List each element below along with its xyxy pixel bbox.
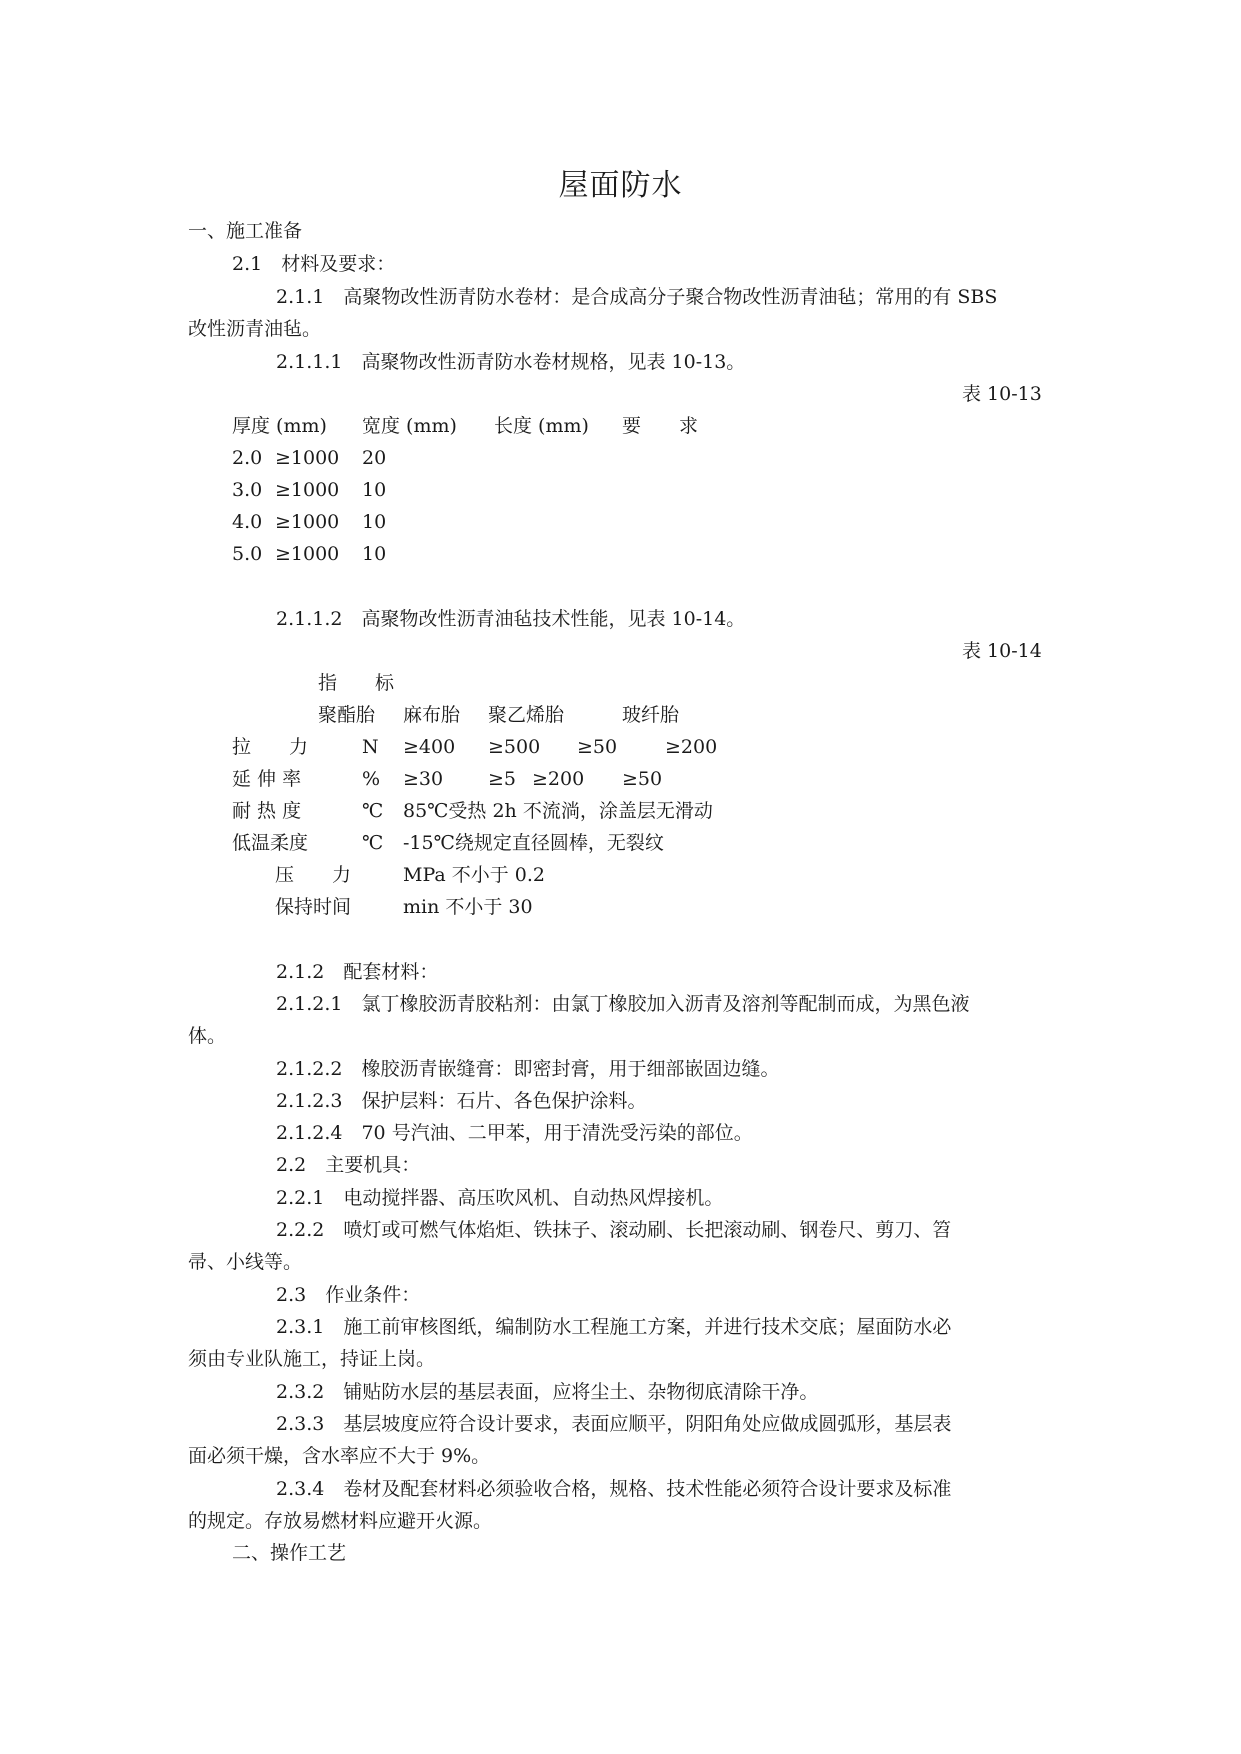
table-row: 保持时间	[275, 896, 352, 918]
table-row: ≥500	[488, 736, 541, 758]
paragraph-2-1-1-line2: 改性沥青油毡。	[188, 318, 322, 340]
paragraph-2-2-1: 2.2.1 电动搅拌器、高压吹风机、自动热风焊接机。	[276, 1187, 724, 1209]
table2-header-glassfiber: 玻纤胎	[622, 704, 680, 726]
section-heading-2: 二、操作工艺	[232, 1542, 347, 1564]
table-row: ≥200	[665, 736, 718, 758]
paragraph-2-1-2-2: 2.1.2.2 橡胶沥青嵌缝膏：即密封膏，用于细部嵌固边缝。	[276, 1058, 780, 1080]
table-row: -15℃绕规定直径圆棒，无裂纹	[403, 832, 664, 854]
table-row: 10	[362, 543, 387, 565]
section-heading-1: 一、施工准备	[188, 220, 303, 242]
paragraph-2-3-4-line1: 2.3.4 卷材及配套材料必须验收合格，规格、技术性能必须符合设计要求及标准	[276, 1478, 952, 1500]
paragraph-2-1-2-3: 2.1.2.3 保护层料：石片、各色保护涂料。	[276, 1090, 647, 1112]
table-row: 4.0	[232, 511, 263, 533]
table-row: 2.0	[232, 447, 263, 469]
paragraph-2-1-2-1-line2: 体。	[188, 1025, 227, 1047]
table-row: ℃	[362, 800, 384, 822]
paragraph-2-3-1-line1: 2.3.1 施工前审核图纸，编制防水工程施工方案，并进行技术交底；屋面防水必	[276, 1316, 952, 1338]
table-row: ≥400	[403, 736, 456, 758]
paragraph-2-3-3-line2: 面必须干燥，含水率应不大于 9%。	[188, 1445, 491, 1467]
subsection-2-3: 2.3 作业条件：	[276, 1284, 421, 1306]
table-row: 延 伸 率	[232, 768, 302, 790]
table1-header-requirement: 要 求	[622, 415, 699, 437]
paragraph-2-1-2-1-line1: 2.1.2.1 氯丁橡胶沥青胶粘剂：由氯丁橡胶加入沥青及溶剂等配制而成，为黑色液	[276, 993, 970, 1015]
paragraph-2-1-2-4: 2.1.2.4 70 号汽油、二甲苯，用于清洗受污染的部位。	[276, 1122, 753, 1144]
table-row: 5.0	[232, 543, 263, 565]
table-row: ≥1000	[275, 543, 340, 565]
table2-header-polyethylene: 聚乙烯胎	[488, 704, 565, 726]
table1-header-length: 长度 (mm)	[494, 415, 589, 437]
table-row: 10	[362, 511, 387, 533]
table-row: ≥200	[532, 768, 585, 790]
page-title: 屋面防水	[558, 168, 683, 203]
table-row: ≥1000	[275, 479, 340, 501]
table2-header-index: 指 标	[318, 672, 395, 694]
table-row: 10	[362, 479, 387, 501]
paragraph-2-1-1-1: 2.1.1.1 高聚物改性沥青防水卷材规格，见表 10-13。	[276, 351, 746, 373]
paragraph-2-1-2: 2.1.2 配套材料：	[276, 961, 439, 983]
paragraph-2-1-1-2: 2.1.1.2 高聚物改性沥青油毡技术性能，见表 10-14。	[276, 608, 746, 630]
table1-header-thickness: 厚度 (mm)	[232, 415, 327, 437]
table-10-13-label: 表 10-13	[962, 383, 1042, 405]
table-row: 85℃受热 2h 不流淌，涂盖层无滑动	[403, 800, 713, 822]
subsection-2-1: 2.1 材料及要求：	[232, 253, 396, 275]
paragraph-2-2-2-line1: 2.2.2 喷灯或可燃气体焰炬、铁抹子、滚动刷、长把滚动刷、钢卷尺、剪刀、笤	[276, 1219, 952, 1241]
subsection-2-2: 2.2 主要机具：	[276, 1154, 421, 1176]
paragraph-2-3-1-line2: 须由专业队施工，持证上岗。	[188, 1348, 436, 1370]
table2-header-jute: 麻布胎	[403, 704, 461, 726]
table-row: ≥1000	[275, 511, 340, 533]
table2-header-polyester: 聚酯胎	[318, 704, 376, 726]
table-row: N	[362, 736, 379, 758]
table-row: ℃	[362, 832, 384, 854]
paragraph-2-1-1-line1: 2.1.1 高聚物改性沥青防水卷材：是合成高分子聚合物改性沥青油毡；常用的有 SBS	[276, 286, 998, 308]
table-row: ≥30	[403, 768, 444, 790]
table-row: ≥50	[577, 736, 618, 758]
table-row: 耐 热 度	[232, 800, 302, 822]
paragraph-2-3-2: 2.3.2 铺贴防水层的基层表面，应将尘土、杂物彻底清除干净。	[276, 1381, 819, 1403]
table-row: ≥1000	[275, 447, 340, 469]
table-row: 压 力	[275, 864, 352, 886]
table-row: min 不小于 30	[403, 896, 533, 918]
table-row: 20	[362, 447, 387, 469]
table-row: 3.0	[232, 479, 263, 501]
table-row: 低温柔度	[232, 832, 309, 854]
table-row: %	[362, 768, 381, 790]
table-row: ≥50	[622, 768, 663, 790]
table-row: 拉 力	[232, 736, 309, 758]
table1-header-width: 宽度 (mm)	[362, 415, 457, 437]
table-row: MPa 不小于 0.2	[403, 864, 546, 886]
paragraph-2-3-3-line1: 2.3.3 基层坡度应符合设计要求，表面应顺平，阴阳角处应做成圆弧形，基层表	[276, 1413, 952, 1435]
paragraph-2-3-4-line2: 的规定。存放易燃材料应避开火源。	[188, 1510, 493, 1532]
table-row: ≥5	[488, 768, 517, 790]
table-10-14-label: 表 10-14	[962, 640, 1042, 662]
paragraph-2-2-2-line2: 帚、小线等。	[188, 1251, 303, 1273]
